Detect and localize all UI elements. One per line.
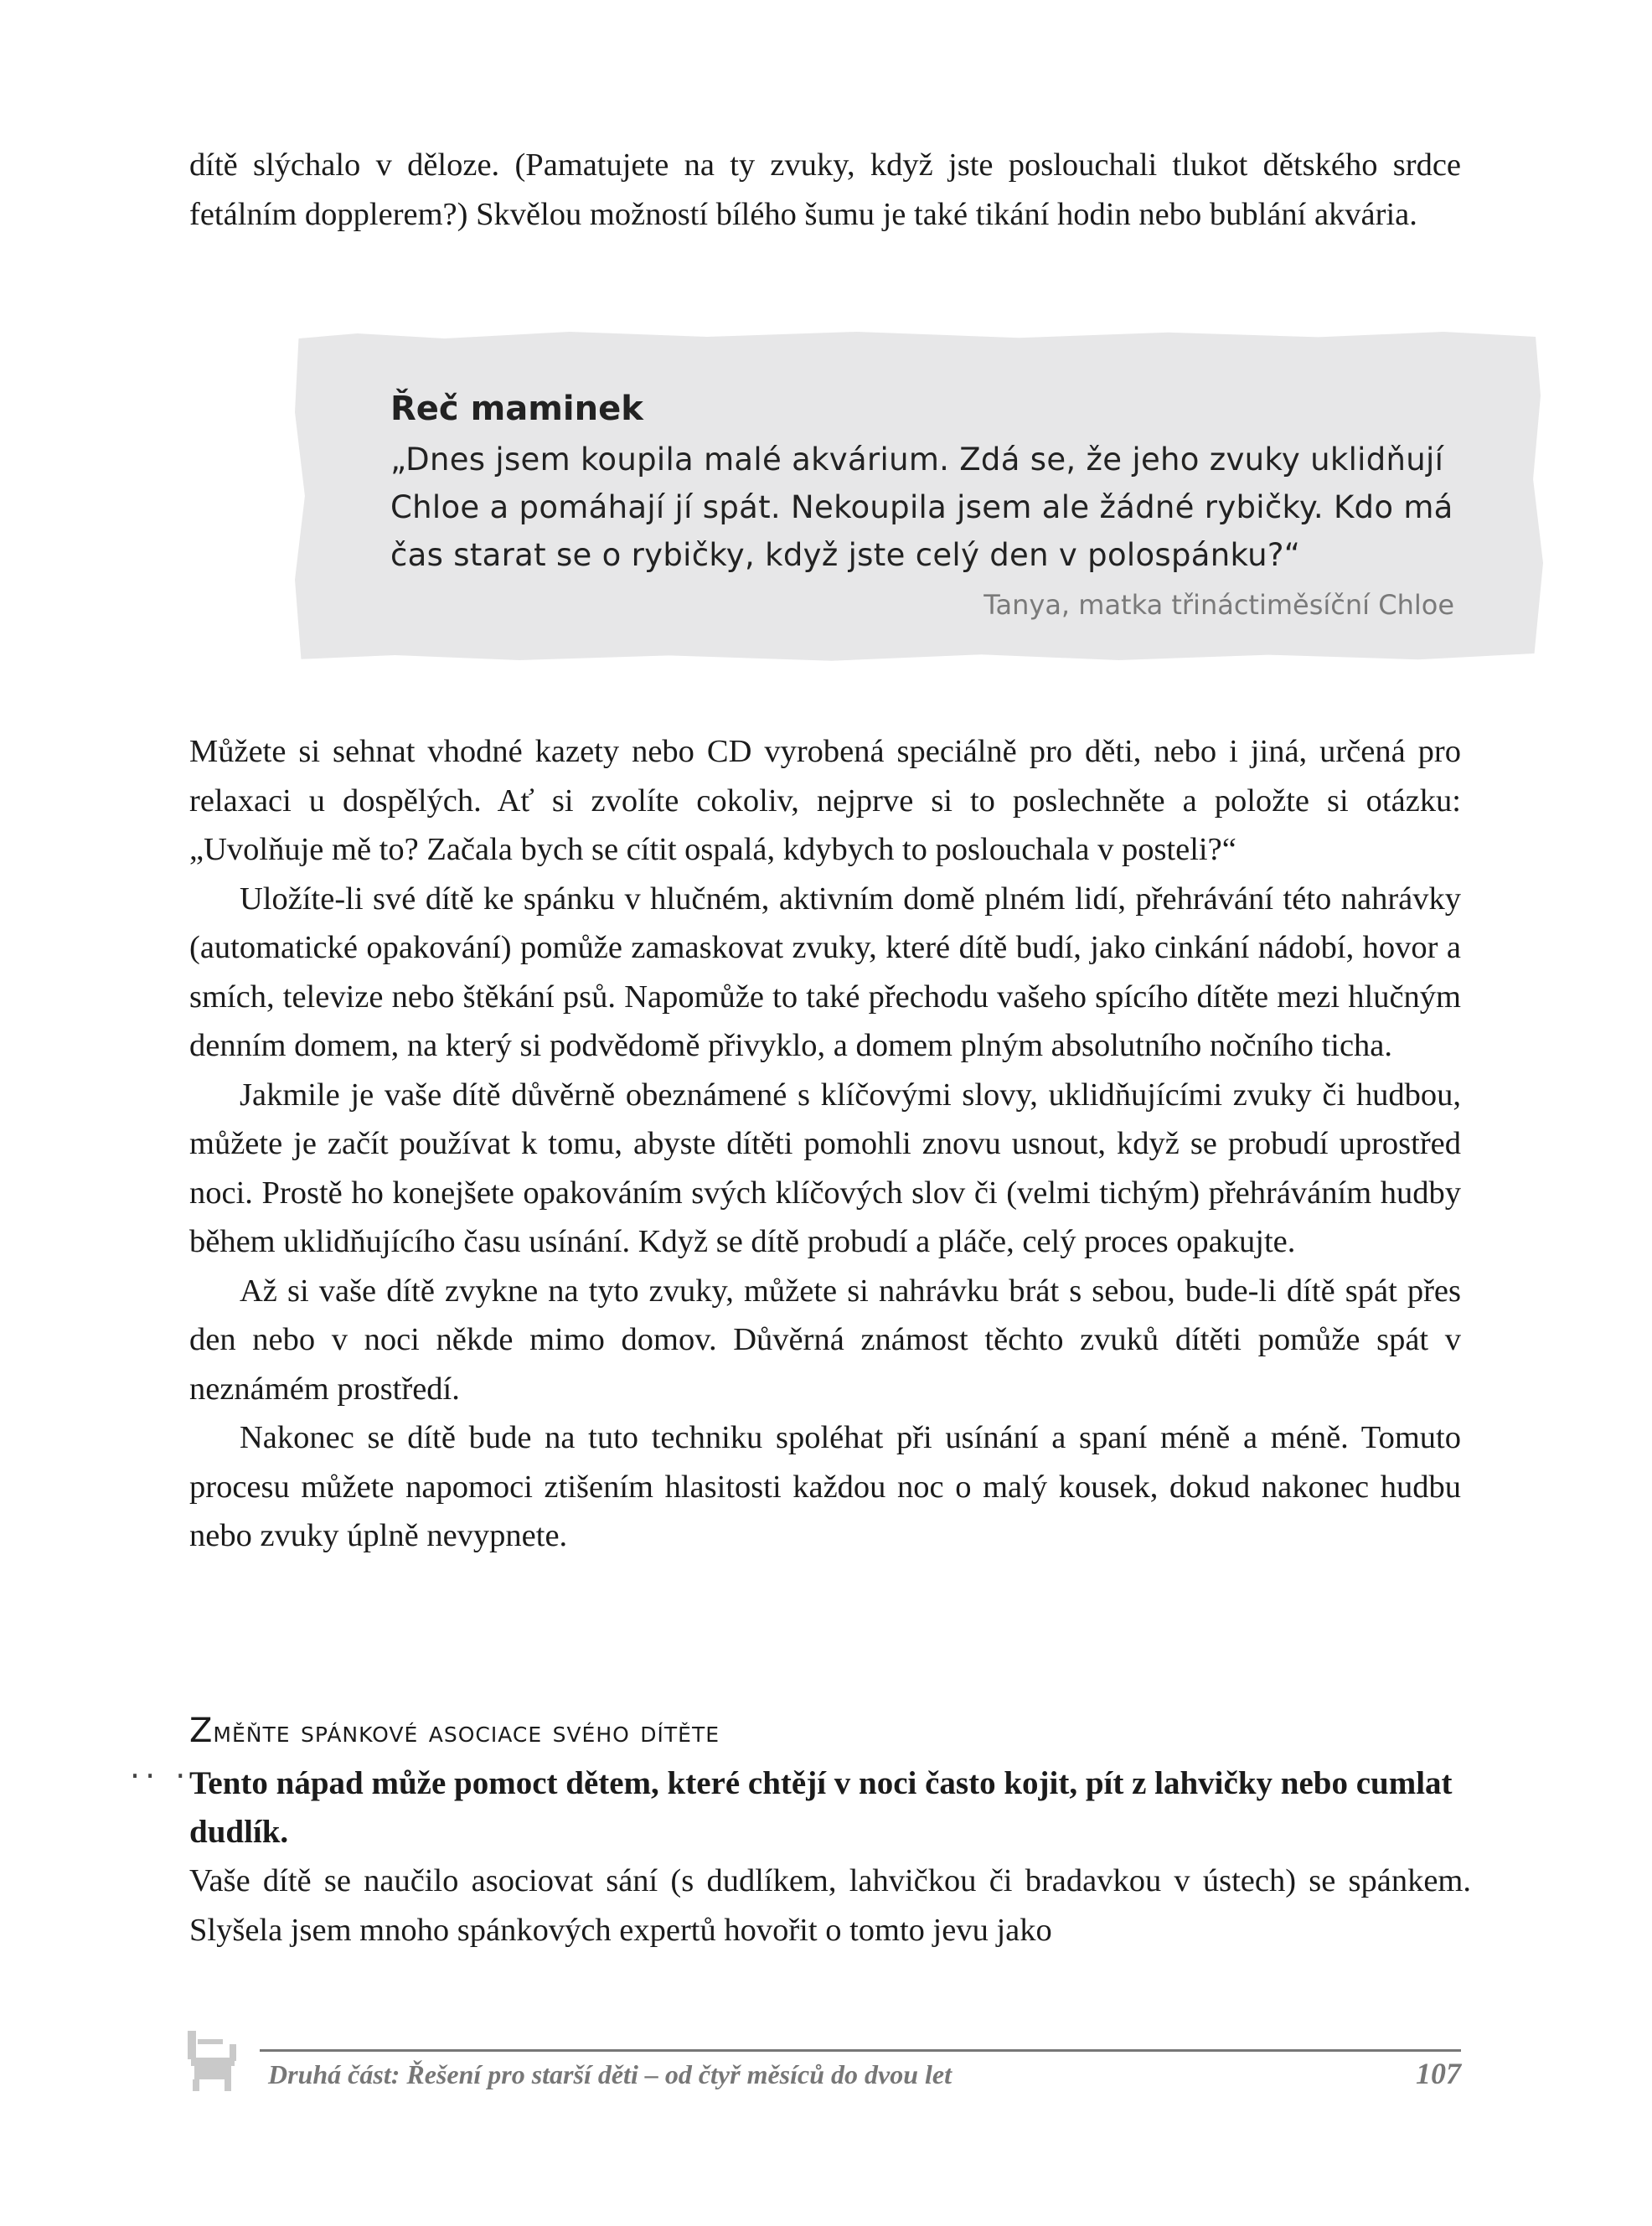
paragraph: Uložíte-li své dítě ke spánku v hlučném, aktivním domě plném lidí, přehrávání této nahrávky (automatické opakování) pomůže zamaskovat zvuky, které dítě budí, jako cinkání nádobí, hovor a smích, televize nebo štěkání psů. Napomůže to také přechodu vašeho spícího dítěte mezi hlučným denním domem, na který si podvědomě přivyklo, a domem plným absolutního nočního ticha.	[189, 881, 1461, 1063]
paragraph: Až si vaše dítě zvykne na tyto zvuky, můžete si nahrávku brát s sebou, bude-li dítě spát přes den nebo v noci někde mimo domov. Důvěrná známost těchto zvuků dítěti pomůže spát v neznámém prostředí.	[189, 1273, 1461, 1407]
quote-author: Tanya, matka třináctiměsíční Chloe	[983, 589, 1454, 621]
footer-rule	[260, 2049, 1461, 2052]
section-heading-rest: měňte spánkové asociace svého dítěte	[213, 1715, 720, 1749]
section-lead: Tento nápad může pomoct dětem, které chtějí v noci často kojit, pít z lahvičky nebo cumlat dudlík.	[189, 1765, 1453, 1850]
running-title: Druhá část: Řešení pro starší děti – od čtyř měsíců do dvou let	[268, 2059, 952, 2089]
quote-box	[390, 375, 1454, 626]
paragraph: Nakonec se dítě bude na tuto techniku spoléhat při usínání a spaní méně a méně. Tomuto procesu můžete napomoci ztišením hlasitosti každou noc o malý kousek, dokud nakonec hudbu nebo zvuky úplně nevypnete.	[189, 1420, 1461, 1553]
section-body: Vaše dítě se naučilo asociovat sání (s dudlíkem, lahvičkou či bradavkou v ústech) se spánkem. Slyšela jsem mnoho spánkových expertů hovořit o tomto jevu jako	[189, 1863, 1471, 1948]
paragraph: Jakmile je vaše dítě důvěrně obeznámené s klíčovými slovy, uklidňujícími zvuky či hudbou, můžete je začít používat k tomu, abyste dítěti pomohli znovu usnout, když se probudí uprostřed noci. Prostě ho konejšete opakováním svých klíčových slov či (velmi tichým) přehráváním hudby během uklidňujícího času usínání. Když se dítě probudí a pláče, celý proces opakujte.	[189, 1077, 1461, 1259]
page-number: 107	[1416, 2057, 1461, 2090]
intro-text: dítě slýchalo v děloze. (Pamatujete na ty zvuky, když jste poslouchali tlukot dětského srdce fetálním dopplerem?) Skvělou možností bílého šumu je také tikání hodin nebo bublání akvária.	[189, 147, 1461, 232]
section	[189, 1706, 1471, 1955]
intro-paragraph	[189, 141, 1461, 239]
section-heading	[189, 1706, 1471, 1758]
paragraph: Můžete si sehnat vhodné kazety nebo CD vyrobená speciálně pro děti, nebo i jiná, určená pro relaxaci u dospělých. Ať si zvolíte cokoliv, nejprve si to poslechněte a položte si otázku: „Uvolňuje mě to? Začala bych se cítit ospalá, kdybych to poslouchala v posteli?“	[189, 734, 1461, 867]
chair-icon	[183, 2027, 243, 2093]
quote-text: „Dnes jsem koupila malé akvárium. Zdá se, že jeho zvuky uklidňují Chloe a pomáhají jí spát. Nekoupila jsem ale žádné rybičky. Kdo má čas starat se o rybičky, když jste celý den v polospánku?“	[390, 442, 1453, 573]
quote-title: Řeč maminek	[390, 390, 643, 428]
section-heading-initial: Z	[189, 1712, 214, 1750]
main-text	[189, 727, 1461, 1561]
margin-mark: ·· ·	[130, 1758, 191, 1795]
